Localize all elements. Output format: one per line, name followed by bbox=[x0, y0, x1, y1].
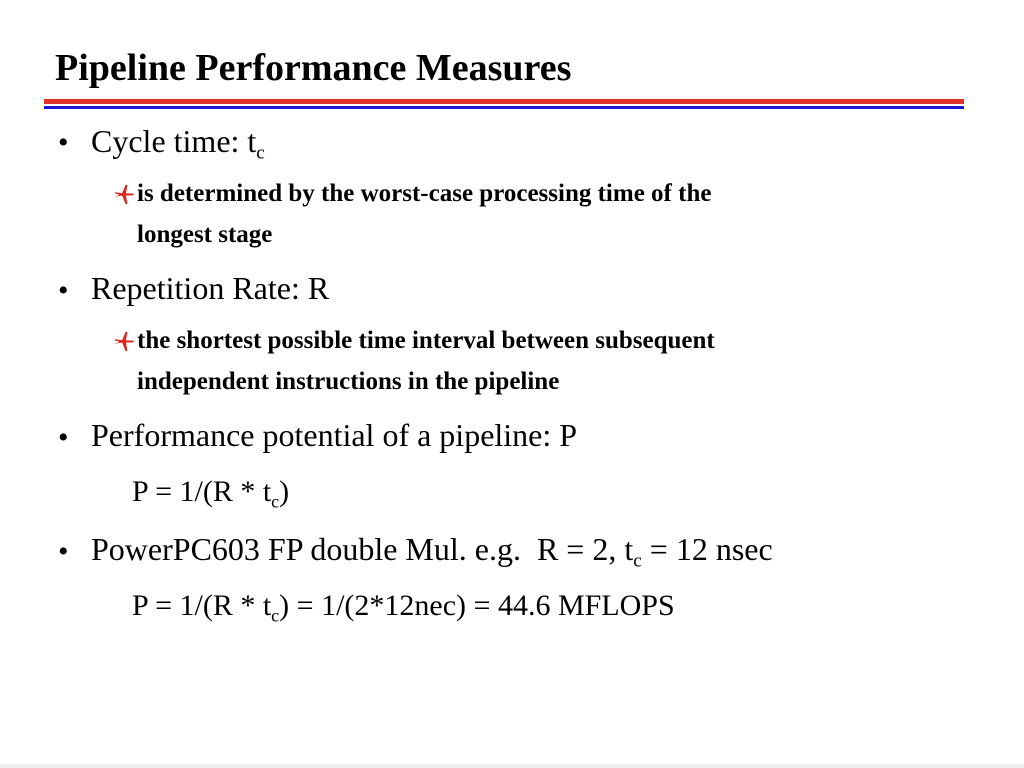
bullet-text: Cycle time: t bbox=[91, 123, 257, 159]
subscript: c bbox=[256, 142, 265, 164]
bullet-repetition-rate: Repetition Rate: R bbox=[91, 270, 330, 306]
formula-text: ) = 1/(2*12nec) = 44.6 MFLOPS bbox=[279, 589, 675, 622]
bullet-cycle-time bbox=[91, 123, 265, 164]
bullet-text: = 12 nsec bbox=[641, 531, 773, 567]
bullet-icon: • bbox=[58, 126, 69, 159]
formula-performance bbox=[132, 475, 290, 512]
subscript: c bbox=[271, 605, 280, 626]
slide-title: Pipeline Performance Measures bbox=[55, 47, 572, 89]
formula-powerpc bbox=[132, 589, 675, 626]
subscript: c bbox=[633, 550, 642, 572]
formula-text: ) bbox=[279, 475, 290, 508]
bullet-icon: • bbox=[58, 421, 69, 454]
title-rule-blue bbox=[44, 106, 964, 109]
bullet-powerpc-example bbox=[91, 531, 773, 572]
detail-line: the shortest possible time interval between subsequent bbox=[137, 327, 715, 354]
detail-line: longest stage bbox=[137, 221, 273, 248]
formula-text: P = 1/(R * t bbox=[132, 589, 272, 622]
airplane-icon bbox=[113, 183, 135, 205]
bullet-performance-potential: Performance potential of a pipeline: P bbox=[91, 417, 578, 453]
bullet-icon: • bbox=[58, 274, 69, 307]
title-rule-red bbox=[44, 99, 964, 104]
bullet-icon: • bbox=[58, 535, 69, 568]
footer-strip bbox=[0, 764, 1024, 768]
detail-line: is determined by the worst-case processing time of the bbox=[137, 180, 712, 207]
bullet-text: PowerPC603 FP double Mul. e.g. R = 2, t bbox=[91, 531, 634, 567]
detail-line: independent instructions in the pipeline bbox=[137, 368, 560, 395]
formula-text: P = 1/(R * t bbox=[132, 475, 272, 508]
subscript: c bbox=[271, 491, 280, 512]
airplane-icon bbox=[113, 330, 135, 352]
